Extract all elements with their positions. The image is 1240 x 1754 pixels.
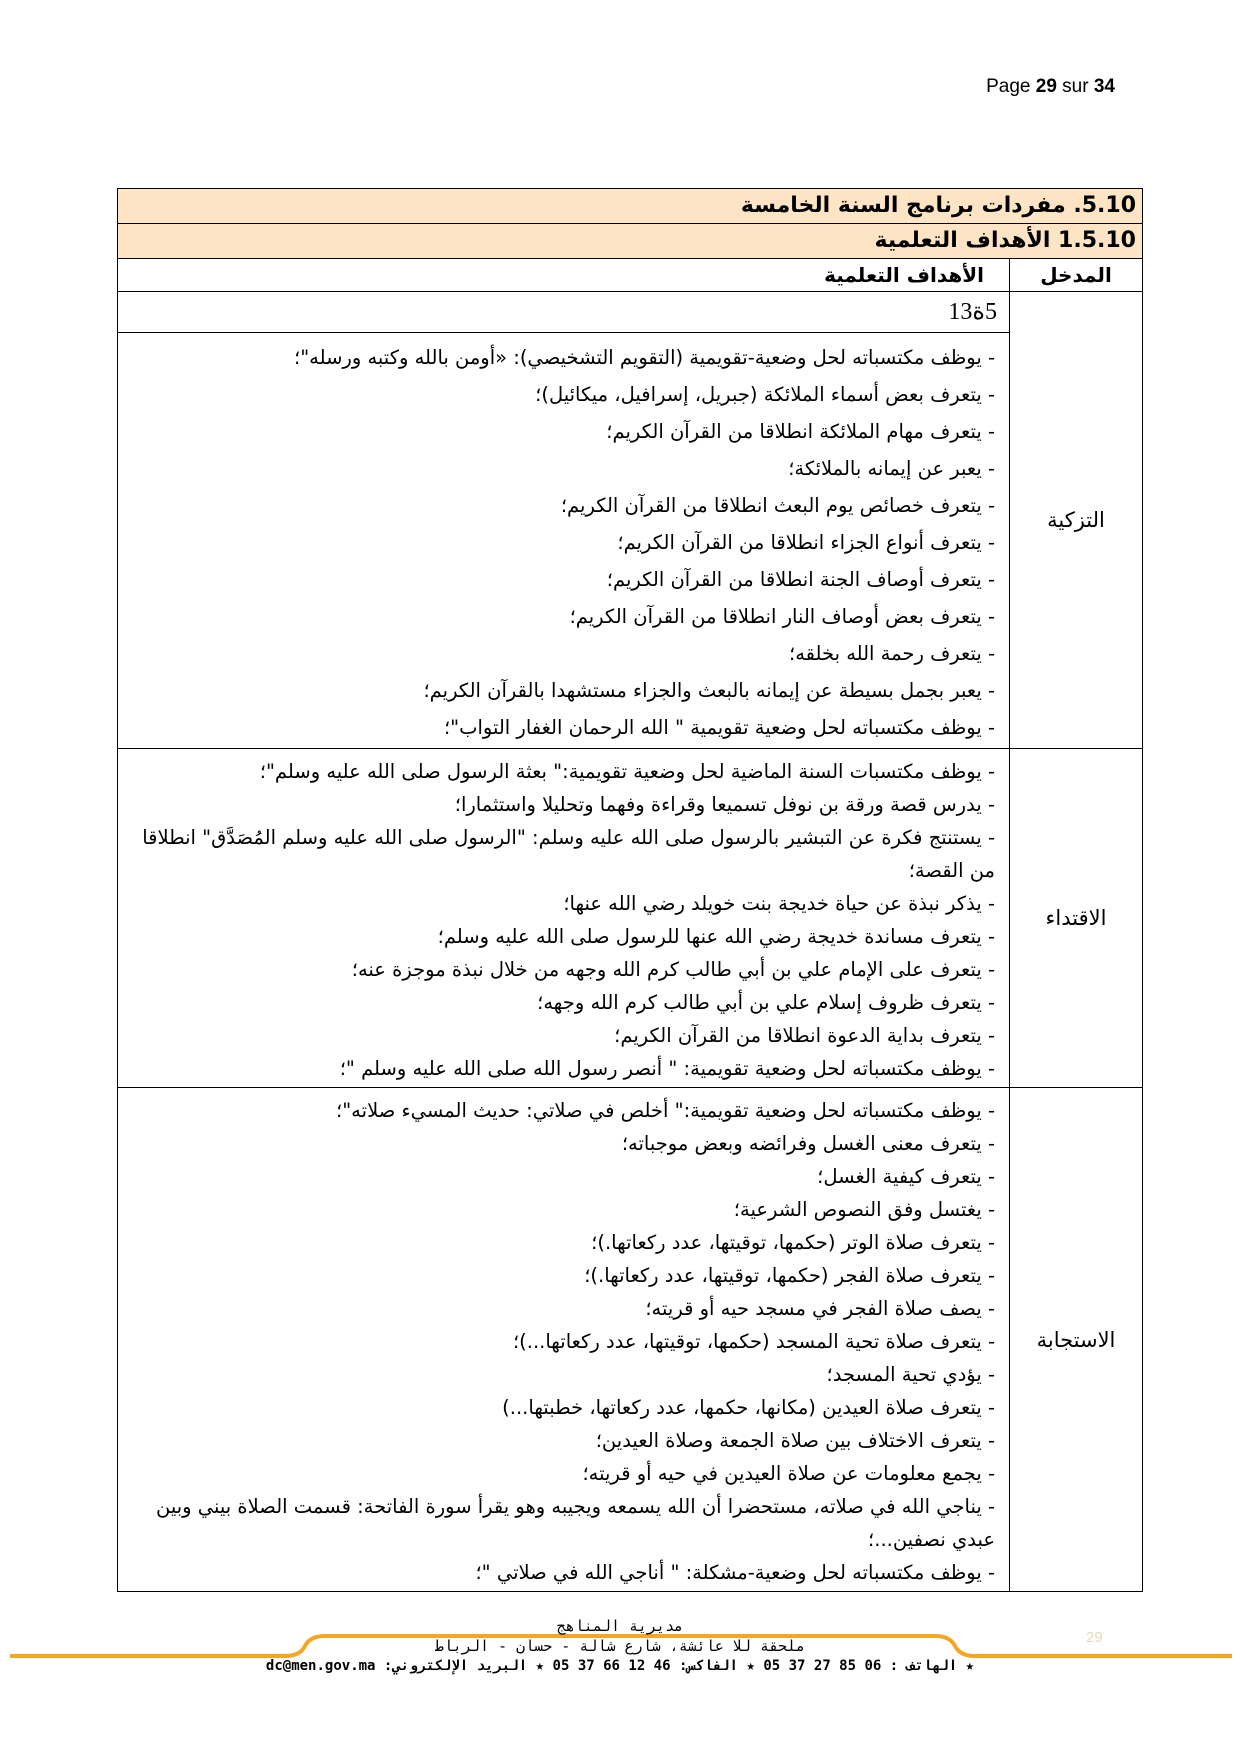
entry-istijaba: الاستجابة (1010, 1088, 1143, 1592)
goal-item: - يتعرف بعض أسماء الملائكة (جبريل، إسرافيل، ميكائيل)؛ (535, 383, 995, 406)
goals-list (124, 1088, 1003, 1591)
goal-item: - يتعرف مساندة خديجة رضي الله عنها للرسول صلى الله عليه وسلم؛ (437, 925, 995, 948)
subsection-title: 1.5.10 الأهداف التعلمية (118, 224, 1143, 259)
footer-contacts: ★ الهاتف : 05 37 27 85 06 ★ الفاكس: 05 37 66 12 46 ★ البريد الإلكتروني: dc@men.gov.ma (265, 1658, 975, 1674)
goal-item: - يتعرف بداية الدعوة انطلاقا من القرآن الكريم؛ (614, 1024, 995, 1047)
column-header-entry: المدخل (1010, 259, 1143, 292)
goal-item: - يجمع معلومات عن صلاة العيدين في حيه أو قريته؛ (582, 1462, 995, 1485)
fax-number: 05 37 66 12 46 (552, 1658, 671, 1674)
entry-tazkiya: التزكية (1010, 292, 1143, 749)
goal-item: - يتعرف صلاة الفجر (حكمها، توقيتها، عدد ركعاتها.)؛ (584, 1264, 995, 1287)
goals-list (124, 749, 1003, 1087)
goal-item: - يتعرف ظروف إسلام علي بن أبي طالب كرم الله وجهه؛ (537, 991, 995, 1014)
lesson-code: 5ة13 (118, 292, 1010, 333)
goal-item: - يوظف مكتسباته لحل وضعية تقويمية: " أنصر رسول الله صلى الله عليه وسلم "؛ (339, 1057, 995, 1080)
goal-item: - يتعرف بعض أوصاف النار انطلاقا من القرآن الكريم؛ (569, 605, 995, 628)
column-header-goals: الأهداف التعلمية (118, 259, 1010, 292)
goal-item: - يصف صلاة الفجر في مسجد حيه أو قريته؛ (645, 1297, 995, 1320)
section-title: 5.10. مفردات برنامج السنة الخامسة (118, 189, 1143, 224)
goal-item: - يوظف مكتسبات السنة الماضية لحل وضعية تقويمية:" بعثة الرسول صلى الله عليه وسلم"؛ (259, 760, 995, 783)
star-icon: ★ (965, 1658, 975, 1674)
goal-item: - يتعرف صلاة تحية المسجد (حكمها، توقيتها، عدد ركعاتها...)؛ (512, 1330, 995, 1353)
curriculum-table (117, 188, 1143, 1592)
goals-cell-tazkiya (118, 333, 1010, 749)
goal-item: - يتعرف معنى الغسل وفرائضه وبعض موجباته؛ (621, 1132, 995, 1155)
goal-item: - يناجي الله في صلاته، مستحضرا أن الله يسمعه ويجيبه وهو يقرأ سورة الفاتحة: قسمت الصلاة بيني وبين عبدي نصفين...؛ (156, 1495, 995, 1551)
goal-item: - يؤدي تحية المسجد؛ (826, 1363, 995, 1386)
email-address[interactable]: dc@men.gov.ma (265, 1658, 376, 1674)
goals-cell-iqtida (118, 749, 1010, 1088)
goal-item: - يتعرف صلاة الوتر (حكمها، توقيتها، عدد ركعاتها.)؛ (591, 1231, 995, 1254)
goal-item: - يتعرف أوصاف الجنة انطلاقا من القرآن الكريم؛ (606, 568, 995, 591)
goal-item: - يتعرف كيفية الغسل؛ (817, 1165, 995, 1188)
goal-item: - يتعرف رحمة الله بخلقه؛ (789, 642, 995, 665)
entry-iqtida: الاقتداء (1010, 749, 1143, 1088)
goal-item: - يستنتج فكرة عن التبشير بالرسول صلى الله عليه وسلم: "الرسول صلى الله عليه وسلم المُصَدَّق" انطلاقا من القصة؛ (142, 826, 995, 882)
goal-item: - يتعرف أنواع الجزاء انطلاقا من القرآن الكريم؛ (617, 531, 995, 554)
goal-item: - يتعرف مهام الملائكة انطلاقا من القرآن الكريم؛ (606, 420, 995, 443)
phone-number: 05 37 27 85 06 (763, 1658, 882, 1674)
ghost-page-number: 29 (1086, 1629, 1103, 1646)
goal-item: - يتعرف على الإمام علي بن أبي طالب كرم الله وجهه من خلال نبذة موجزة عنه؛ (351, 958, 995, 981)
goal-item: - يعبر بجمل بسيطة عن إيمانه بالبعث والجزاء مستشهدا بالقرآن الكريم؛ (423, 679, 995, 702)
footer-address: ملحقة للا عائشة، شارع شالة - حسان - الرباط (434, 1637, 806, 1655)
goal-item: - يذكر نبذة عن حياة خديجة بنت خويلد رضي الله عنها؛ (563, 892, 995, 915)
goal-item: - يوظف مكتسباته لحل وضعية تقويمية:" أخلص في صلاتي: حديث المسيء صلاته"؛ (336, 1099, 995, 1122)
goal-item: - يوظف مكتسباته لحل وضعية-مشكلة: " أناجي الله في صلاتي "؛ (475, 1561, 995, 1584)
goal-item: - يدرس قصة ورقة بن نوفل تسميعا وقراءة وفهما وتحليلا واستثمارا؛ (454, 793, 995, 816)
footer-directorate: مديرية المناهج (556, 1617, 684, 1635)
goals-cell-istijaba (118, 1088, 1010, 1592)
star-icon: ★ (535, 1658, 545, 1674)
star-icon: ★ (746, 1658, 755, 1674)
goal-item: - يوظف مكتسباته لحل وضعية-تقويمية (التقويم التشخيصي): «أومن بالله وكتبه ورسله"؛ (294, 346, 995, 369)
goals-list (124, 333, 1003, 748)
goal-item: - يتعرف الاختلاف بين صلاة الجمعة وصلاة العيدين؛ (595, 1429, 995, 1452)
goal-item: - يعبر عن إيمانه بالملائكة؛ (788, 457, 995, 480)
goal-item: - يغتسل وفق النصوص الشرعية؛ (733, 1198, 995, 1221)
goal-item: - يوظف مكتسباته لحل وضعية تقويمية " الله الرحمان الغفار التواب"؛ (443, 716, 995, 739)
goal-item: - يتعرف خصائص يوم البعث انطلاقا من القرآن الكريم؛ (560, 494, 995, 517)
page-number: Page 29 sur 34 (986, 76, 1115, 97)
goal-item: - يتعرف صلاة العيدين (مكانها، حكمها، عدد ركعاتها، خطبتها...) (502, 1396, 995, 1419)
